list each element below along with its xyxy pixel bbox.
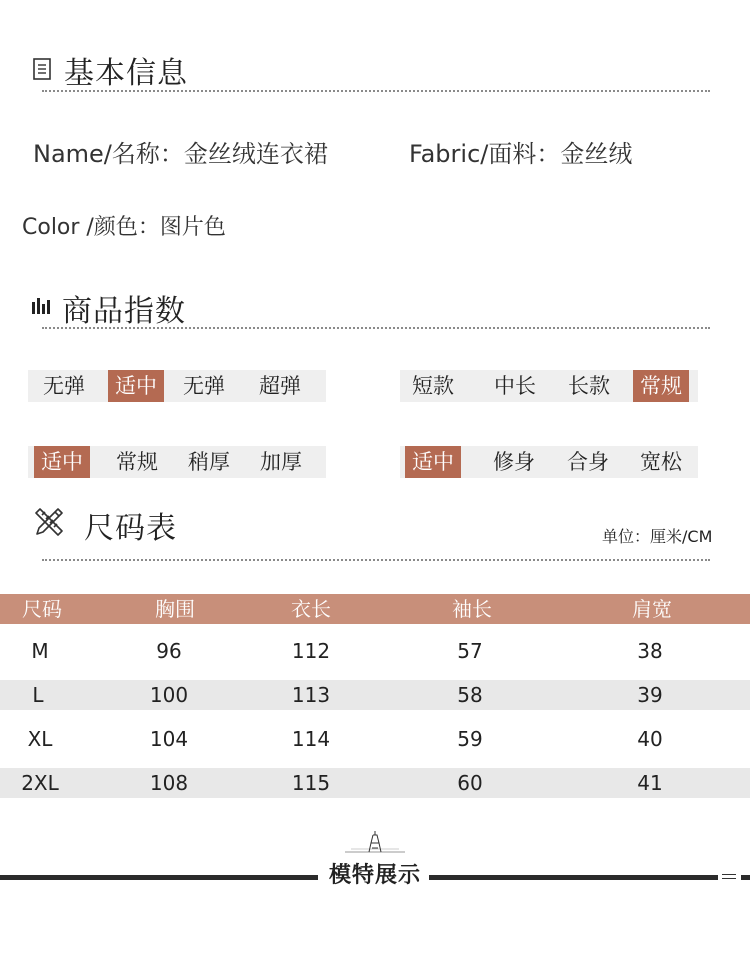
index-option: 无弹: [43, 374, 85, 398]
bar-chart-icon: [32, 296, 50, 318]
index-option: 常规: [116, 450, 158, 474]
dotted-divider: [42, 559, 710, 561]
index-option: 加厚: [260, 450, 302, 474]
eiffel-tower-icon: [345, 830, 405, 860]
table-cell: 104: [149, 727, 189, 751]
column-header: 衣长: [291, 597, 331, 621]
size-table-header: [0, 594, 750, 624]
table-cell: 112: [291, 639, 331, 663]
document-icon: [33, 58, 51, 84]
table-cell: 96: [156, 639, 182, 663]
index-option: 超弹: [259, 374, 301, 398]
table-row: [0, 680, 750, 710]
table-cell: 58: [457, 683, 483, 707]
section-title-size-chart: 尺码表: [84, 511, 177, 546]
footer-divider-left: [0, 875, 318, 880]
index-option-selected: 适中: [108, 370, 164, 402]
footer-divider-dash: [722, 878, 736, 879]
index-option-selected: 适中: [405, 446, 461, 478]
footer-divider-right: [429, 875, 718, 880]
section-title-basic-info: 基本信息: [64, 56, 188, 91]
index-option: 短款: [412, 374, 454, 398]
index-option: 宽松: [640, 450, 682, 474]
index-group-length: [400, 370, 698, 402]
section-title-model-display: 模特展示: [329, 863, 422, 888]
dotted-divider: [42, 90, 710, 92]
table-cell: M: [31, 639, 49, 663]
table-cell: 108: [149, 771, 189, 795]
table-cell: 40: [637, 727, 663, 751]
table-cell: 113: [291, 683, 331, 707]
table-cell: 59: [457, 727, 483, 751]
product-fabric: Fabric/面料：金丝绒: [409, 140, 633, 168]
product-color: Color /颜色：图片色: [22, 215, 226, 240]
unit-label: 单位：厘米/CM: [602, 527, 713, 546]
index-option: 修身: [493, 450, 535, 474]
table-cell: 100: [149, 683, 189, 707]
index-group-thickness: [28, 446, 326, 478]
index-option: 中长: [494, 374, 536, 398]
index-option: 合身: [567, 450, 609, 474]
product-name: Name/名称：金丝绒连衣裙: [33, 140, 328, 168]
table-cell: 2XL: [21, 771, 59, 795]
footer-divider-end: [741, 875, 750, 880]
footer-divider-dash: [722, 874, 736, 875]
table-cell: XL: [27, 727, 53, 751]
table-row: [0, 636, 750, 666]
section-title-product-index: 商品指数: [62, 294, 186, 329]
table-row: [0, 724, 750, 754]
index-option: 长款: [568, 374, 610, 398]
table-cell: 115: [291, 771, 331, 795]
index-group-elasticity: [28, 370, 326, 402]
dotted-divider: [42, 327, 710, 329]
table-cell: 57: [457, 639, 483, 663]
table-cell: 60: [457, 771, 483, 795]
index-option: 无弹: [183, 374, 225, 398]
column-header: 尺码: [22, 597, 62, 621]
index-option-selected: 适中: [34, 446, 90, 478]
table-row: [0, 768, 750, 798]
table-cell: 114: [291, 727, 331, 751]
ruler-pencil-icon: [33, 506, 65, 542]
index-option: 稍厚: [188, 450, 230, 474]
table-cell: L: [32, 683, 44, 707]
index-option-selected: 常规: [633, 370, 689, 402]
column-header: 袖长: [452, 597, 492, 621]
table-cell: 38: [637, 639, 663, 663]
table-cell: 39: [637, 683, 663, 707]
index-group-fit: [400, 446, 698, 478]
table-cell: 41: [637, 771, 663, 795]
column-header: 肩宽: [632, 597, 672, 621]
column-header: 胸围: [155, 597, 195, 621]
